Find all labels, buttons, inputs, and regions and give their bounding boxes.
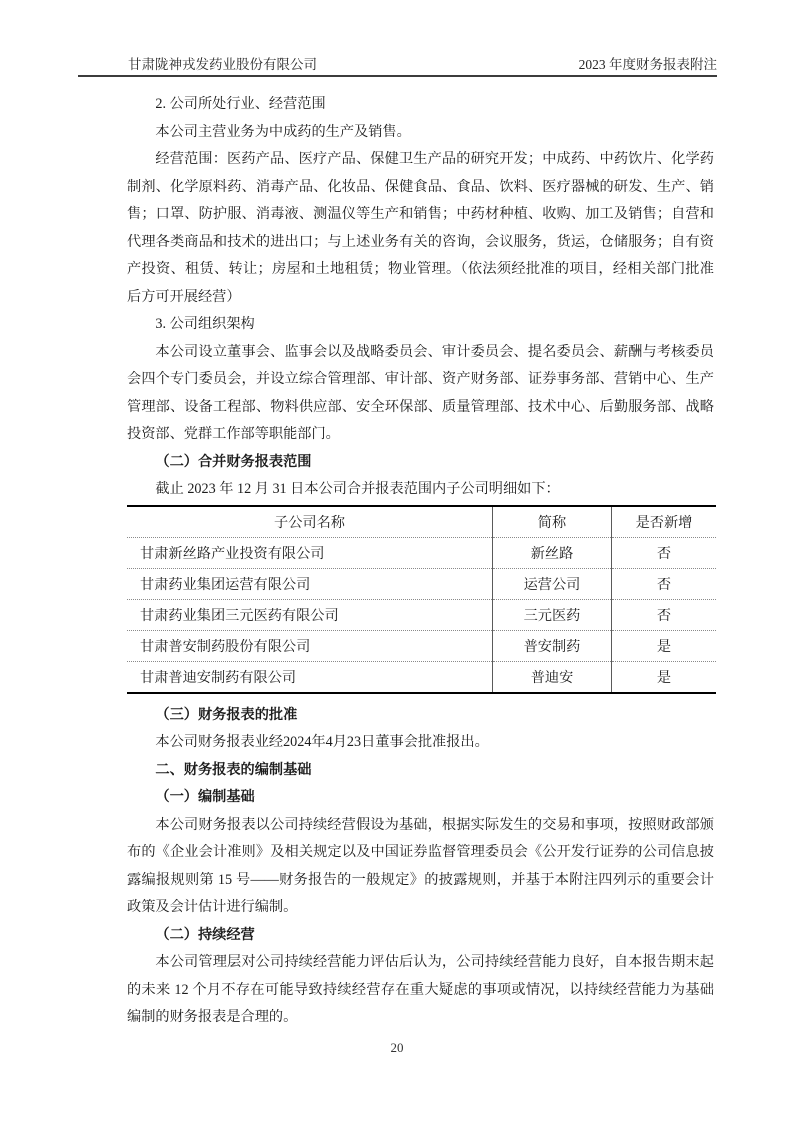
basis-text-line: 政策及会计估计进行编制。 <box>127 899 298 915</box>
heading-org-structure: 3. 公司组织架构 <box>155 316 255 332</box>
basis-text-line: 布的《企业会计准则》及相关规定以及中国证券监督管理委员会《公开发行证券的公司信息披 <box>127 844 714 860</box>
cell-subsidiary-name: 甘肃药业集团运营有限公司 <box>127 568 493 599</box>
business-scope-line: 经营范围：医药产品、医疗产品、保健卫生产品的研究开发；中成药、中药饮片、化学药 <box>155 151 714 167</box>
table-row <box>127 630 716 661</box>
basis-text-line: 露编报规则第 15 号——财务报告的一般规定》的披露规则，并基于本附注四列示的重要会计 <box>127 871 714 888</box>
business-scope-line: 代理各类商品和技术的进出口；与上述业务有关的咨询，会议服务，货运，仓储服务；自有资 <box>127 233 714 250</box>
org-structure-line: 本公司设立董事会、监事会以及战略委员会、审计委员会、提名委员会、薪酬与考核委员 <box>155 343 714 360</box>
table-row <box>127 537 716 568</box>
heading-going-concern: （二）持续经营 <box>155 926 255 943</box>
cell-subsidiary-name: 甘肃新丝路产业投资有限公司 <box>127 537 493 568</box>
cell-subsidiary-name: 甘肃普迪安制药有限公司 <box>127 661 493 693</box>
para-approval: 本公司财务报表业经2024年4月23日董事会批准报出。 <box>155 734 489 750</box>
going-concern-line: 本公司管理层对公司持续经营能力评估后认为，公司持续经营能力良好，自本报告期末起 <box>155 954 714 970</box>
heading-statement-approval: （三）财务报表的批准 <box>155 706 298 723</box>
going-concern-line: 的未来 12 个月不存在可能导致持续经营存在重大疑虑的事项或情况，以持续经营能力为基础 <box>127 981 714 998</box>
header-doc-title: 2023 年度财务报表附注 <box>578 57 717 72</box>
heading-preparation-basis-chapter: 二、财务报表的编制基础 <box>155 761 312 778</box>
header-rule <box>78 75 717 77</box>
header-company-name: 甘肃陇神戎发药业股份有限公司 <box>128 57 317 72</box>
heading-consolidation-scope: （二）合并财务报表范围 <box>155 453 312 470</box>
cell-is-new: 否 <box>612 568 717 599</box>
para-consolidation-intro: 截止 2023 年 12 月 31 日本公司合并报表范围内子公司明细如下： <box>155 481 560 497</box>
body-content <box>127 91 714 1032</box>
page-number: 20 <box>390 1040 404 1055</box>
table-header-row <box>127 506 716 538</box>
org-structure-line: 管理部、设备工程部、物料供应部、安全环保部、质量管理部、技术中心、后勤服务部、战略 <box>127 398 714 415</box>
cell-is-new: 否 <box>612 537 717 568</box>
heading-industry-scope: 2. 公司所处行业、经营范围 <box>155 96 326 112</box>
cell-abbreviation: 普安制药 <box>493 630 612 661</box>
business-scope-line: 产投资、租赁、转让；房屋和土地租赁；物业管理。（依法须经批准的项目，经相关部门批准 <box>127 261 714 277</box>
table-row <box>127 661 716 693</box>
basis-text-line: 本公司财务报表以公司持续经营假设为基础，根据实际发生的交易和事项，按照财政部颁 <box>155 816 714 833</box>
column-header-is-new: 是否新增 <box>612 506 717 538</box>
cell-abbreviation: 三元医药 <box>493 599 612 630</box>
para-main-business: 本公司主营业务为中成药的生产及销售。 <box>155 123 411 140</box>
table-row <box>127 599 716 630</box>
business-scope-line: 后方可开展经营） <box>127 288 241 305</box>
org-structure-line: 会四个专门委员会，并设立综合管理部、审计部、资产财务部、证券事务部、营销中心、生产 <box>127 371 714 387</box>
cell-subsidiary-name: 甘肃药业集团三元医药有限公司 <box>127 599 493 630</box>
cell-abbreviation: 运营公司 <box>493 568 612 599</box>
table-row <box>127 568 716 599</box>
org-structure-line: 投资部、党群工作部等职能部门。 <box>127 426 340 442</box>
column-header-abbreviation: 简称 <box>493 506 612 538</box>
business-scope-line: 售；口罩、防护服、消毒液、测温仪等生产和销售；中药材种植、收购、加工及销售；自营和 <box>127 206 714 222</box>
cell-is-new: 是 <box>612 630 717 661</box>
cell-abbreviation: 普迪安 <box>493 661 612 693</box>
page-header <box>78 53 717 73</box>
subsidiaries-table <box>127 505 716 694</box>
cell-is-new: 否 <box>612 599 717 630</box>
cell-is-new: 是 <box>612 661 717 693</box>
cell-abbreviation: 新丝路 <box>493 537 612 568</box>
heading-preparation-basis: （一）编制基础 <box>155 789 255 805</box>
cell-subsidiary-name: 甘肃普安制药股份有限公司 <box>127 630 493 661</box>
going-concern-line: 编制的财务报表是合理的。 <box>127 1009 298 1025</box>
business-scope-line: 制剂、化学原料药、消毒产品、化妆品、保健食品、食品、饮料、医疗器械的研发、生产、销 <box>127 178 714 195</box>
column-header-subsidiary-name: 子公司名称 <box>127 506 493 538</box>
